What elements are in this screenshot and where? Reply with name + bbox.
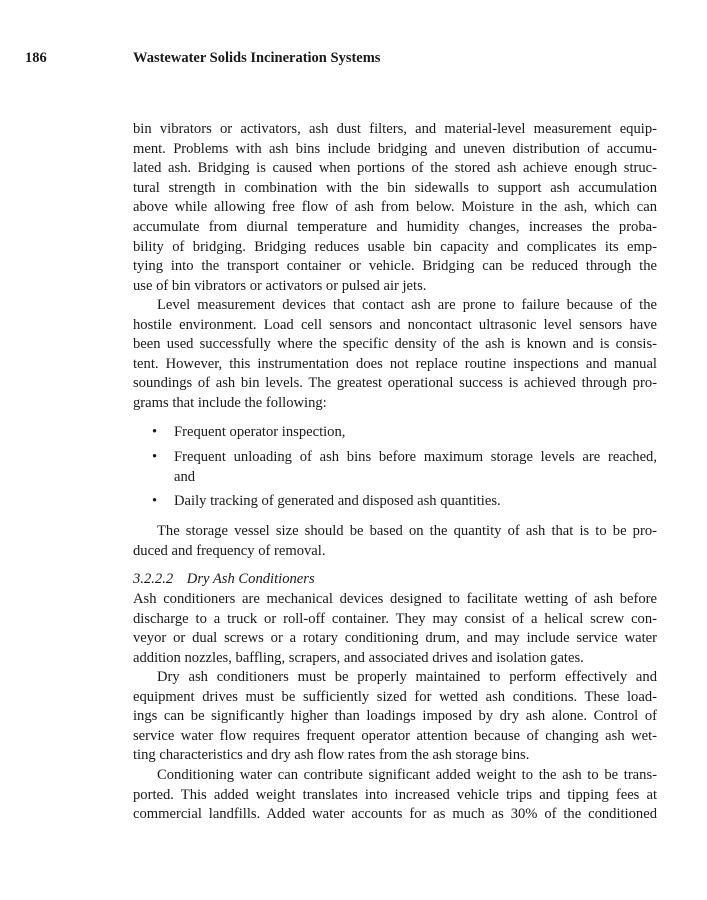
paragraph [133, 522, 657, 561]
text-line: tent. However, this instrumentation does not replace routine inspections and manual [133, 355, 657, 372]
bullet-text: Frequent operator inspection, [174, 424, 346, 440]
text-line: ported. This added weight translates into increased vehicle trips and tipping fees at [133, 786, 657, 803]
paragraph [133, 120, 657, 296]
text-line: ings can be significantly higher than loadings imposed by dry ash alone. Control of [133, 708, 657, 725]
text-line: been used successfully where the specific density of the ash is known and is consis- [133, 336, 657, 353]
text-line: Conditioning water can contribute significant added weight to the ash to be trans- [157, 767, 657, 783]
text-line: lated ash. Bridging is caused when portions of the stored ash achieve enough struc- [133, 160, 657, 177]
text-line: Ash conditioners are mechanical devices designed to facilitate wetting of ash before [133, 591, 657, 607]
text-line: accumulate from diurnal temperature and humidity changes, increases the proba- [133, 218, 657, 235]
text-line: hostile environment. Load cell sensors and noncontact ultrasonic level sensors have [133, 316, 657, 333]
text-line: soundings of ash bin levels. The greatest operational success is achieved through pro- [133, 375, 657, 392]
bullet-text: Frequent unloading of ash bins before maximum storage levels are reached, [174, 449, 657, 465]
bullet-icon: • [152, 424, 158, 440]
text-line: grams that include the following: [133, 394, 327, 411]
section-number: 3.2.2.2 [133, 571, 174, 587]
page-number: 186 [25, 50, 47, 66]
bullet-icon: • [152, 493, 158, 509]
bullet-text: Daily tracking of generated and disposed ash quantities. [174, 493, 501, 509]
paragraph [133, 296, 657, 414]
paragraph [133, 668, 657, 766]
paragraph [133, 766, 657, 825]
bullet-icon: • [152, 449, 158, 465]
section-heading [133, 571, 325, 588]
text-line: bility of bridging. Bridging reduces usable bin capacity and complicates its emp- [133, 238, 657, 255]
text-line: tying into the transport container or vehicle. Bridging can be reduced through the [133, 258, 657, 275]
text-line: bin vibrators or activators, ash dust filters, and material-level measurement equip- [133, 121, 657, 137]
text-line: The storage vessel size should be based on the quantity of ash that is to be pro- [157, 523, 657, 539]
text-line: Level measurement devices that contact ash are prone to failure because of the [157, 297, 657, 313]
text-line: equipment drives must be sufficiently sized for wetted ash conditions. These load- [133, 688, 657, 705]
running-title: Wastewater Solids Incineration Systems [133, 50, 381, 66]
text-line: discharge to a truck or roll-off container. They may consist of a helical screw con- [133, 610, 657, 627]
text-line: duced and frequency of removal. [133, 542, 326, 559]
text-line: ting characteristics and dry ash flow rates from the ash storage bins. [133, 747, 530, 764]
paragraph [133, 590, 657, 668]
section-title: Dry Ash Conditioners [186, 571, 315, 587]
text-line: above while allowing free flow of ash from below. Moisture in the ash, which can [133, 199, 657, 216]
text-line: commercial landfills. Added water accounts for as much as 30% of the conditioned [133, 806, 657, 823]
text-line: tural strength in combination with the bin sidewalls to support ash accumulation [133, 179, 657, 196]
text-line: service water flow requires frequent operator attention because of changing ash wet- [133, 727, 657, 744]
text-line: addition nozzles, baffling, scrapers, and associated drives and isolation gates. [133, 649, 584, 666]
text-line: veyor or dual screws or a rotary conditioning drum, and may include service water [133, 630, 657, 647]
text-line: use of bin vibrators or activators or pulsed air jets. [133, 277, 427, 294]
bullet-text: and [174, 468, 196, 485]
text-line: Dry ash conditioners must be properly maintained to perform effectively and [157, 669, 657, 685]
text-line: ment. Problems with ash bins include bridging and uneven distribution of accumu- [133, 140, 657, 157]
